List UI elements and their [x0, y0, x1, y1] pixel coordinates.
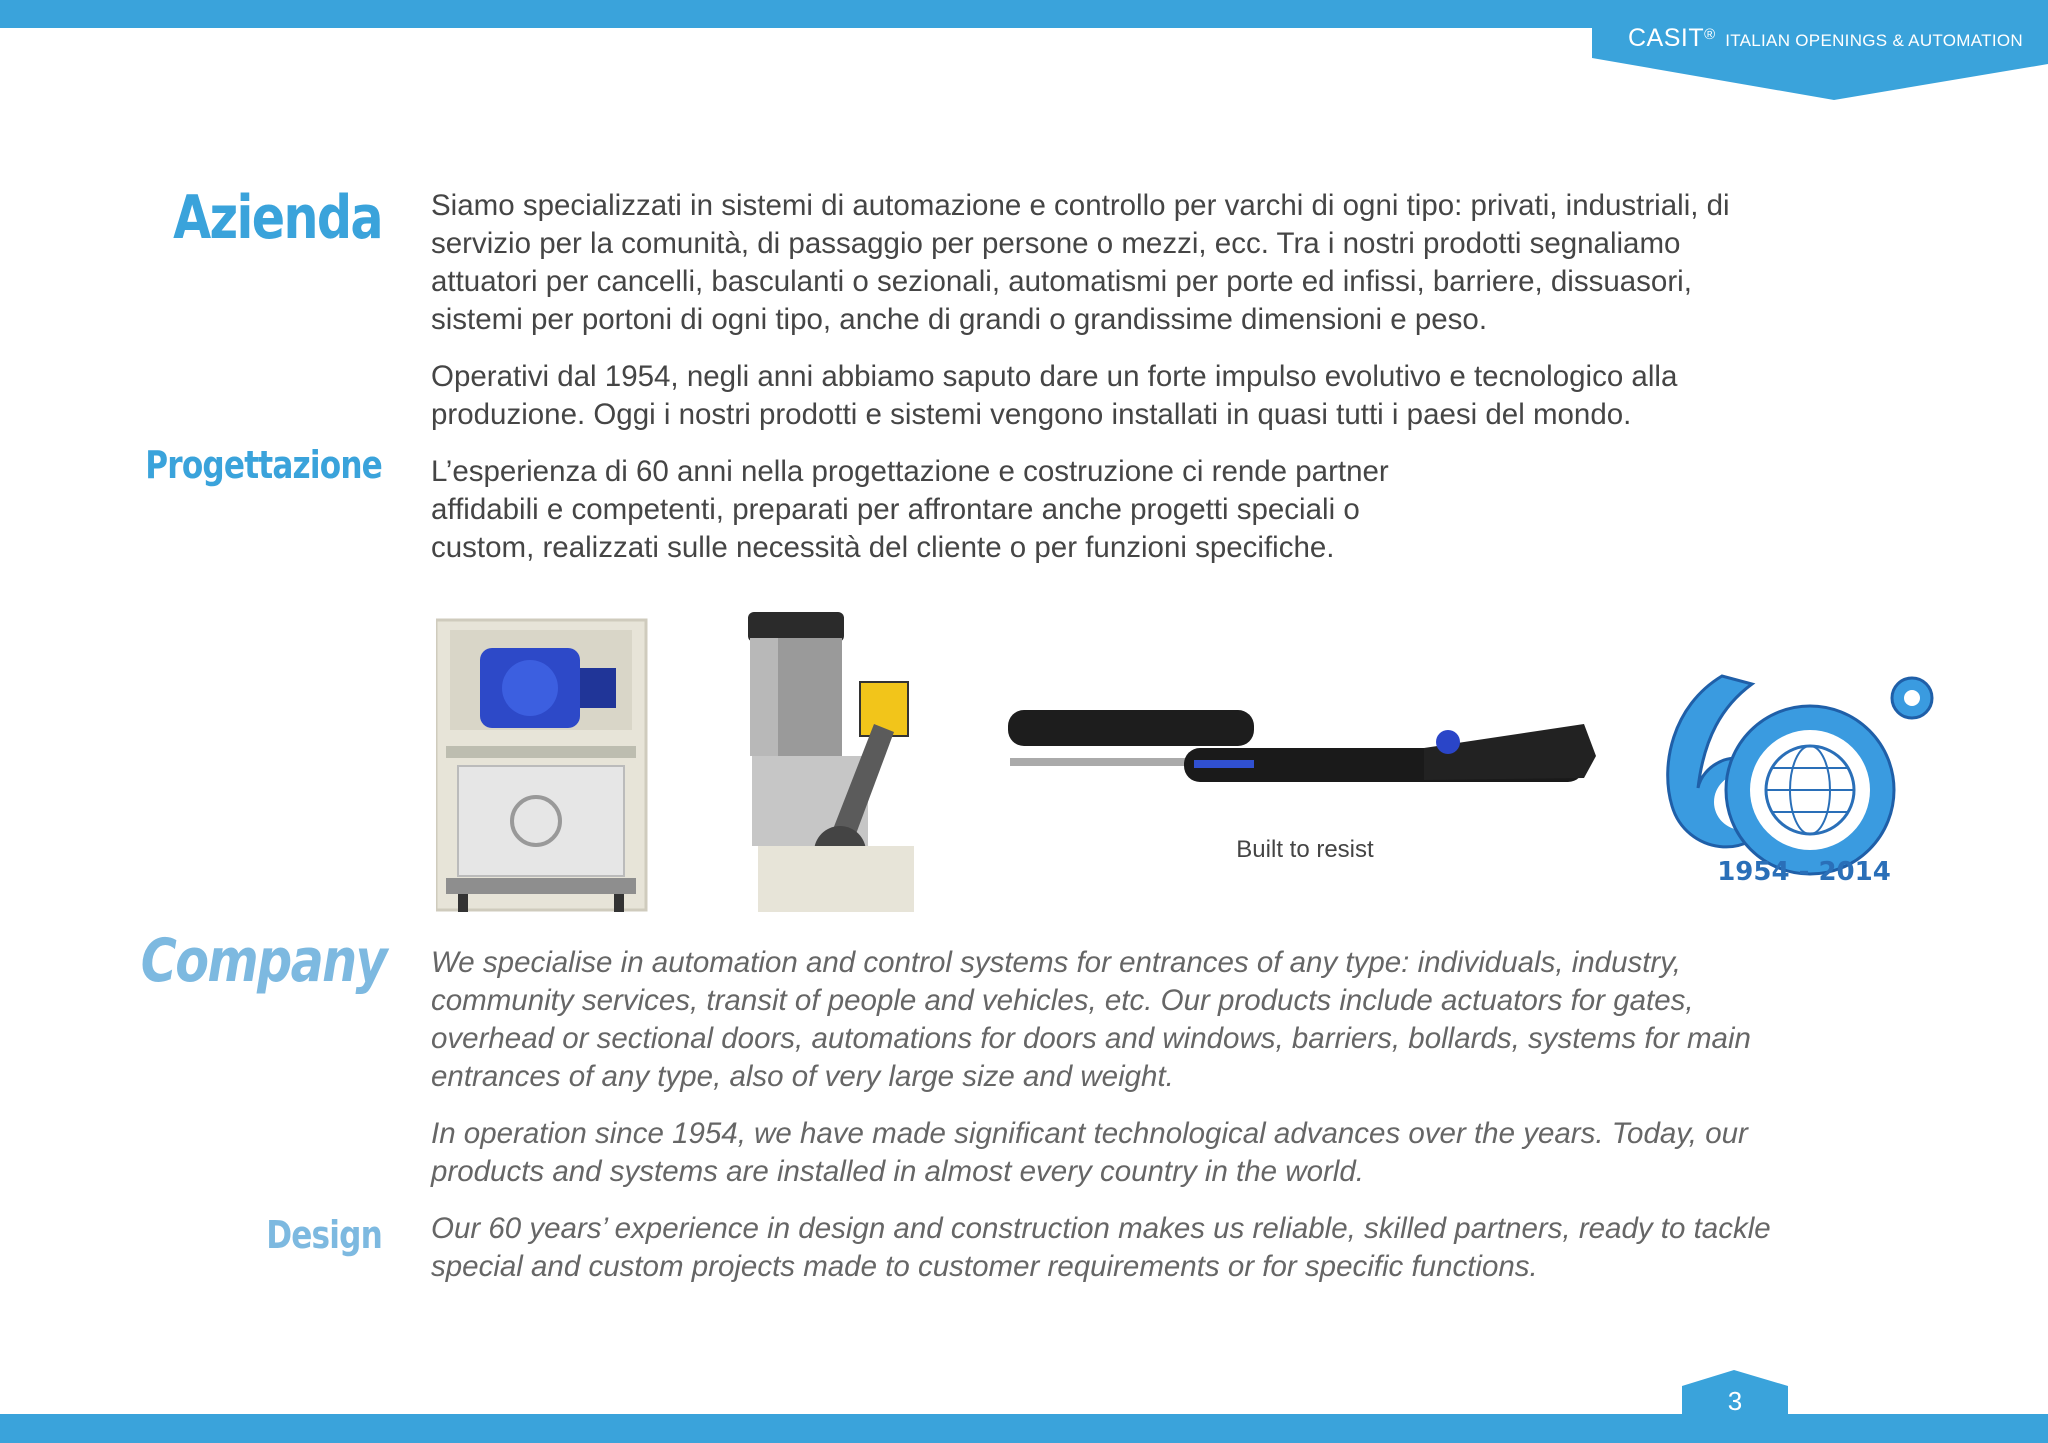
image-caption: Built to resist — [1236, 836, 1374, 863]
paragraph-company-2: In operation since 1954, we have made significant technological advances over the years. Today, our products and systems are installed in almost every country in the world. — [431, 1117, 1748, 1188]
linear-actuator-image — [1004, 700, 1604, 790]
hydraulic-unit-image — [436, 616, 648, 918]
brand-tagline: ITALIAN OPENINGS & AUTOMATION — [1725, 31, 2023, 50]
paragraph-azienda-1: Siamo specializzati in sistemi di automazione e controllo per varchi di ogni tipo: privati, industriali, di servizio per la comunità, di passaggio per persone o mezzi, ecc. Tra i nostri prodotti segnaliamo attuatori per cancelli, basculanti o sezionali, automatismi per porte ed infissi, barriere, dissuasori, sistemi per portoni di ogni tipo, anche di grandi o grandissime dimensioni e peso. — [431, 189, 1730, 336]
brand-name: CASIT — [1628, 24, 1705, 52]
heading-azienda: Azienda — [173, 183, 382, 253]
paragraph-azienda-2: Operativi dal 1954, negli anni abbiamo saputo dare un forte impulso evolutivo e tecnologico alla produzione. Oggi i nostri prodotti e sistemi vengono installati in quasi tutti i paesi del mondo. — [431, 360, 1678, 431]
heading-progettazione: Progettazione — [145, 443, 382, 487]
paragraph-company-1: We specialise in automation and control systems for entrances of any type: individuals, industry, community services, transit of people and vehicles, etc. Our products include actuators for gates, overhead or sectional doors, automations for doors and windows, barriers, bollards, systems for main entrances of any type, also of very large size and weight. — [431, 946, 1751, 1093]
bottom-bar — [0, 1414, 2048, 1443]
registered-mark: ® — [1704, 26, 1716, 43]
paragraph-progettazione: L’esperienza di 60 anni nella progettazione e costruzione ci rende partner affidabili e competenti, preparati per affrontare anche progetti speciali o custom, realizzati sulle necessità del cliente o per funzioni specifiche. — [431, 455, 1389, 564]
anniversary-years: 1954 - 2014 — [1717, 857, 1891, 887]
anniversary-logo — [1652, 666, 1986, 890]
gear-motor-image — [742, 612, 932, 918]
header-brand — [1628, 24, 2023, 53]
heading-design: Design — [266, 1213, 382, 1257]
heading-company: Company — [140, 926, 386, 996]
page-number: 3 — [1727, 1386, 1743, 1416]
paragraph-design: Our 60 years’ experience in design and construction makes us reliable, skilled partners, ready to tackle special and custom projects made to customer requirements or for specific functions. — [431, 1212, 1771, 1283]
